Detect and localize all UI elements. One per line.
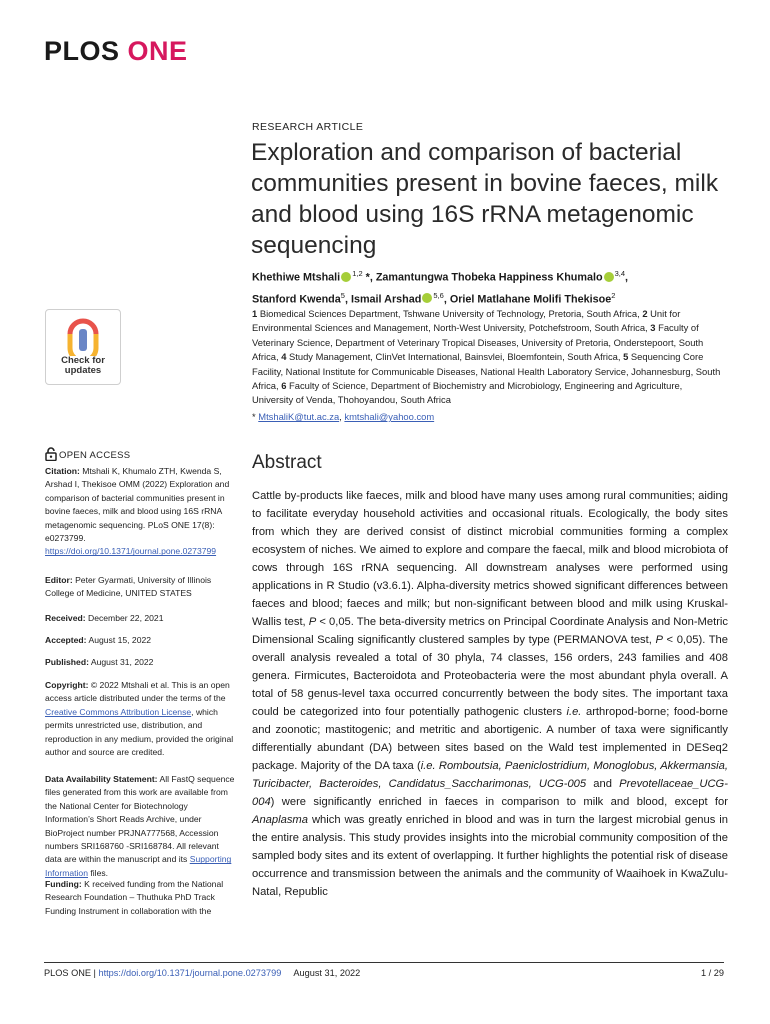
supporting-info-link[interactable]: Supporting Information: [45, 854, 232, 878]
orcid-icon[interactable]: [422, 293, 432, 303]
abstract-text: ) were significantly enriched in faeces in comparison to milk and blood, except for: [270, 796, 728, 808]
affil-text: Faculty of Science, Department of Biochemistry and Microbiology, Engineering and Agriculture, University of Venda, Thohoyandou, South Africa: [252, 380, 683, 406]
check-updates-line2: updates: [64, 365, 102, 376]
abstract-italic: Prevotellaceae_UCG-004: [252, 778, 728, 808]
open-access-label: OPEN ACCESS: [59, 450, 131, 461]
copyright-block: [45, 679, 237, 759]
data-availability-label: Data Availability Statement:: [45, 774, 158, 784]
affil-num: 4: [281, 351, 287, 363]
author-affil-sup: 5: [340, 290, 345, 300]
abstract-italic: P: [655, 634, 663, 646]
published-label: Published:: [45, 657, 89, 667]
journal-logo: [44, 36, 188, 67]
author-sep: *,: [362, 271, 376, 284]
editor-text: Peter Gyarmati, University of Illinois College of Medicine, UNITED STATES: [45, 575, 212, 599]
copyright-text: © 2022 Mtshali et al. This is an open access article distributed under the terms of the: [45, 680, 230, 704]
copyright-label: Copyright:: [45, 680, 89, 690]
article-title: Exploration and comparison of bacterial communities present in bovine faeces, milk and blood using 16S rRNA metagenomic sequencing: [251, 139, 719, 259]
funding-text: K received funding from the National Research Foundation – Thuthuka PhD Track Funding Instrument in collaboration with the: [45, 879, 224, 916]
affil-text: Sequencing Core Facility, National Institute for Communicable Diseases, National Health Laboratory Service, Johannesburg, South Africa,: [252, 351, 721, 392]
author-affil-sup: 5,6: [433, 290, 444, 300]
check-for-updates-badge[interactable]: [45, 309, 121, 385]
article-type: RESEARCH ARTICLE: [252, 121, 364, 133]
abstract-italic: Anaplasma: [252, 814, 308, 826]
author-sep: ,: [344, 293, 351, 306]
footer-doi-link[interactable]: https://doi.org/10.1371/journal.pone.0273799: [98, 968, 282, 978]
email-star: *: [252, 411, 259, 422]
data-availability-text-2: files.: [88, 867, 109, 878]
funding-block: [45, 878, 237, 918]
author-name[interactable]: Stanford Kwenda: [252, 293, 341, 306]
footer-divider: [44, 962, 724, 963]
abstract-text: < 0,05. The beta-diversity metrics on Principal Coordinate Analysis and Non-Metric Dimensional Scaling significantly clustered samples by type (PERMANOVA test,: [252, 616, 728, 646]
author-affil-sup: 1,2: [352, 269, 363, 278]
abstract-italic: i.e.: [566, 706, 582, 718]
affil-num: 3: [650, 322, 656, 334]
abstract-italic: P: [308, 616, 317, 628]
footer-journal: PLOS ONE |: [44, 968, 99, 978]
footer-date: August 31, 2022: [293, 968, 361, 978]
affil-num: 5: [623, 351, 629, 363]
check-updates-line1: Check for: [61, 355, 105, 366]
published-text: August 31, 2022: [88, 657, 154, 667]
citation-text: Mtshali K, Khumalo ZTH, Kwenda S, Arshad I, Thekisoe OMM (2022) Exploration and comparison of bacterial communities present in bovine faeces, milk and blood using 16S rRNA metagenomic sequencing. PLoS ONE 17(8): e0273799.: [45, 466, 230, 544]
author-list: [252, 265, 722, 308]
author-name[interactable]: Khethiwe Mtshali: [252, 271, 341, 284]
affil-text: Study Management, ClinVet International, Bainsvlei, Bloemfontein, South Africa,: [286, 351, 624, 363]
author-sep: ,: [625, 271, 629, 284]
copyright-text-2: , which permits unrestricted use, distribution, and reproduction in any medium, provided the original author and source are credited.: [45, 706, 234, 758]
citation-block: [45, 465, 237, 559]
affil-text: Biomedical Sciences Department, Tshwane University of Technology, Pretoria, South Africa,: [257, 308, 643, 319]
license-link[interactable]: Creative Commons Attribution License: [45, 706, 192, 717]
page-number: 1 / 29: [701, 968, 724, 978]
data-availability-text: All FastQ sequence files generated from this work are available from the National Center for Biotechnology Information’s Short Reads Archive, under BioProject number PRJNA777568, Accession numbers SRI168760 -SRI168784. All relevant data are within the manuscript and its: [45, 774, 235, 865]
affil-num: 1: [252, 308, 258, 319]
corresponding-email: [252, 411, 434, 422]
logo-plos: PLOS: [44, 36, 120, 66]
published-block: [45, 656, 237, 669]
abstract-text: and: [586, 778, 620, 790]
affil-num: 2: [642, 308, 648, 319]
received-label: Received:: [45, 613, 86, 623]
check-updates-label: [46, 356, 120, 376]
author-name[interactable]: Zamantungwa Thobeka Happiness Khumalo: [375, 271, 603, 284]
open-lock-icon: [45, 447, 57, 464]
citation-label: Citation:: [45, 466, 80, 476]
abstract-text: arthropod-borne; food-borne and zoonotic; mastitogenic; and metritic and abortigenic. A number of taxa were significantly differentially abundant (DA) between sites based on the Wald test implemented in DESeq2 package. Majority of the DA taxa (: [252, 706, 728, 772]
page-footer: [44, 968, 724, 978]
author-sep: ,: [443, 293, 450, 306]
accepted-text: August 15, 2022: [86, 635, 152, 645]
affil-text: Faculty of Veterinary Science, Department of Veterinary Tropical Diseases, University of Pretoria, Onderstepoort, South Africa,: [252, 322, 704, 363]
logo-one: ONE: [127, 36, 188, 66]
abstract-text: < 0,05). The overall analysis revealed a total of 30 phyla, 74 classes, 156 orders, 243 families and 408 genera. Firmicutes, Bacteroidota and Proteobacteria were the most abundant phyla overall. A total of 58 genus-level taxa occurred concurrently between the body sites. The important taxa could be categorized into four potentially pathogenic clusters: [252, 634, 728, 718]
author-name[interactable]: Ismail Arshad: [350, 293, 422, 306]
citation-doi-link[interactable]: https://doi.org/10.1371/journal.pone.0273799: [45, 546, 217, 557]
affiliations: [252, 307, 726, 408]
data-availability-block: [45, 773, 237, 880]
affil-text: Unit for Environmental Sciences and Management, North-West University, Potchefstroom, South Africa,: [252, 308, 681, 334]
author-name[interactable]: Oriel Matlahane Molifi Thekisoe: [449, 293, 612, 306]
abstract-text: which was greatly enriched in blood and was in turn the largest microbial genus in the entire analysis. This study provides insights into the microbial community composition of the sampled body sites and its extent of overlapping. It further highlights the potential risk of disease occurrence and transmission between the animals and the community of Waaihoek in KwaZulu-Natal, Republic: [252, 814, 728, 898]
accepted-block: [45, 634, 237, 647]
editor-label: Editor:: [45, 575, 73, 585]
orcid-icon[interactable]: [341, 272, 351, 282]
email-sep: ,: [339, 411, 345, 422]
received-text: December 22, 2021: [85, 613, 164, 623]
open-access-badge: [45, 447, 130, 464]
abstract-italic: i.e. Romboutsia, Paeniclostridium, Monoglobus, Akkermansia, Turicibacter, Bacteroides, Candidatus_Saccharimonas, UCG-005: [252, 760, 728, 790]
abstract-text: Cattle by-products like faeces, milk and blood have many uses among rural communities; aiding to facilitate everyday household activities and occasional rituals. Ecologically, the body sites from which they are derived consist of distinct microbial communities forming a complex ecosystem of niches. We aimed to explore and compare the faecal, milk and blood microbiota of cows through 16S rRNA sequencing. All downstream analyses were performed using applications in R Studio (v3.6.1). Alpha-diversity metrics showed significant differences between faeces and blood; faeces and milk; but non-significant between blood and milk using Kruskal-Wallis test,: [252, 490, 728, 628]
abstract-heading: Abstract: [252, 452, 322, 473]
funding-label: Funding:: [45, 879, 82, 889]
accepted-label: Accepted:: [45, 635, 87, 645]
check-updates-icon: [66, 316, 100, 356]
author-affil-sup: 3,4: [614, 269, 626, 278]
author-affil-sup: 2: [611, 290, 616, 300]
editor-block: [45, 574, 237, 601]
orcid-icon[interactable]: [604, 272, 614, 282]
abstract-body: [252, 487, 728, 901]
affil-num: 6: [281, 380, 287, 392]
email-link-2[interactable]: kmtshali@yahoo.com: [344, 411, 435, 422]
email-link-1[interactable]: MtshaliK@tut.ac.za: [258, 411, 340, 422]
received-block: [45, 612, 237, 625]
